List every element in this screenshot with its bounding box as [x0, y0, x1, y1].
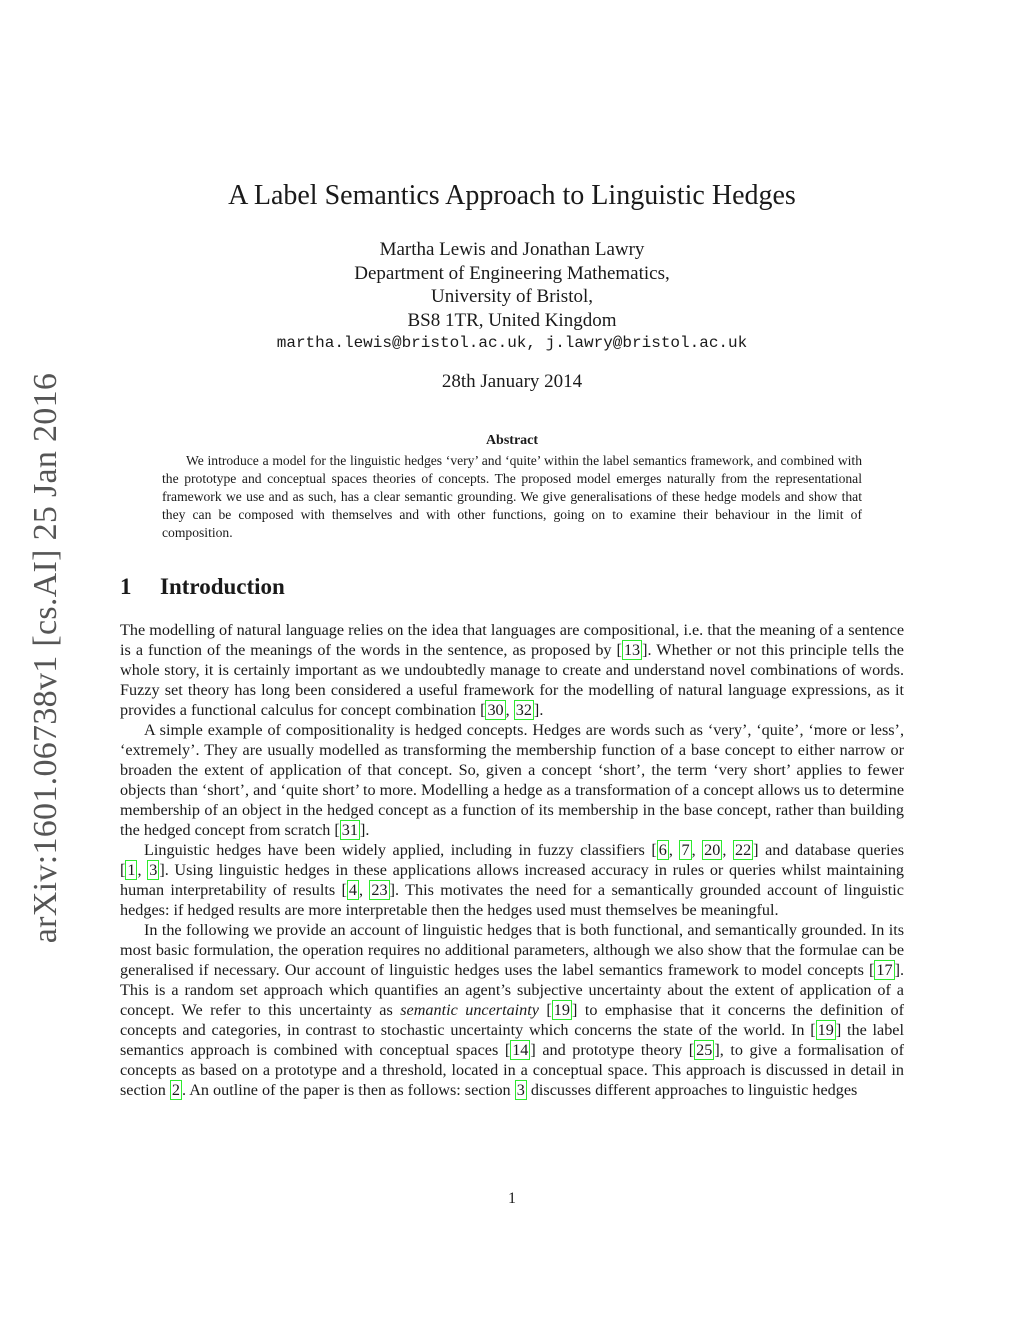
- section-ref-link[interactable]: 2: [171, 1081, 180, 1099]
- author-address: BS8 1TR, United Kingdom: [407, 309, 617, 331]
- emphasis-term: semantic uncertainty: [400, 1001, 539, 1019]
- text-run: In the following we provide an account of linguistic hedges that is both functional, and semantically grounded. In its most basic formulation, the operation requires no additional parameters, although we also show that the formulae can be generalised if necessary. Our account of linguistic hedges uses the label semantics framework to model concepts: [120, 921, 904, 979]
- citation-group: [ 30 , 32 ]: [480, 701, 540, 719]
- section-heading: [120, 574, 285, 600]
- citation-link[interactable]: 22: [734, 841, 752, 859]
- author-department: Department of Engineering Mathematics,: [354, 262, 670, 284]
- citation-group: [ 6 , 7 , 20 , 22 ]: [651, 841, 759, 859]
- citation-link[interactable]: 20: [704, 841, 721, 859]
- abstract-text: We introduce a model for the linguistic hedges ‘very’ and ‘quite’ within the label semantics framework, and combined with the prototype and conceptual spaces theories of concepts. The proposed model emerges naturally from the representational framework we use and as such, has a clear semantic grounding. We give generalisations of these hedge models and show that they can be composed with themselves and with other functions, going on to examine their behaviour in the limit of composition.: [162, 453, 862, 540]
- text-run: Linguistic hedges have been widely applied, including in fuzzy classifiers: [144, 841, 652, 859]
- paragraph: [120, 840, 904, 920]
- citation-link[interactable]: 23: [371, 881, 388, 899]
- citation-link[interactable]: 19: [553, 1001, 570, 1019]
- paper-title: A Label Semantics Approach to Linguistic Hedges: [228, 180, 796, 211]
- text-run: and database queries: [758, 841, 905, 859]
- citation-link[interactable]: 17: [876, 961, 893, 979]
- abstract: [162, 432, 862, 542]
- author-block: [0, 238, 1024, 356]
- text-run: . Whether or not this principle tells the whole story, it is certainly important as we undoubtedly manage to create and understand novel combinations of words. Fuzzy set theory has long been considered a useful framework for the modelling of natural language expressions, as it provides a functional calculus for concept combination: [120, 641, 904, 719]
- text-run: .: [539, 701, 544, 719]
- text-run: , to give a formalisation of concepts as based on a prototype and a threshold, located in a conceptual space. This approach is discussed in detail in section: [120, 1041, 904, 1099]
- text-run: A simple example of compositionality is hedged concepts. Hedges are words such as ‘very’, ‘quite’, ‘more or less’, ‘extremely’. They are usually modelled as transforming the membership function of a base concept to either narrow or broaden the extent of application of that concept. So, given a concept ‘short’, the term ‘very short’ applies to fewer objects than ‘short’, and ‘quite short’ to more. Modelling a hedge as a transformation of a concept allows us to determine membership of an object in the hedged concept as a function of its membership in the base concept, rather than building the hedged concept from scratch: [120, 721, 904, 839]
- arxiv-identifier-sidebar: [18, 370, 74, 945]
- paragraph: A simple example of compositionality is hedged concepts. Hedges are words such as ‘very’, ‘quite’, ‘more or less’, ‘extremely’. They are usually modelled as transforming the membership function of a base concept to either narrow or broaden the extent of application of that concept. So, given a concept ‘short’, the term ‘very short’ applies to fewer objects than ‘short’, and ‘quite short’ to more. Modelling a hedge as a transformation of a concept allows us to determine membership of an object in the hedged concept as a function of its membership in the base concept, rather than building the hedged concept from scratch [ 31 ].: [120, 721, 904, 839]
- text-run: to emphasise that it concerns the definition of concepts and categories, in contrast to stochastic uncertainty which concerns the state of the world. In: [120, 1001, 905, 1039]
- citation-link[interactable]: 6: [658, 841, 667, 859]
- citation-link[interactable]: 7: [681, 841, 690, 859]
- page-number: 1: [508, 1190, 516, 1207]
- citation-link[interactable]: 25: [696, 1041, 713, 1059]
- text-run: discusses different approaches to linguistic hedges: [526, 1081, 858, 1099]
- abstract-heading: Abstract: [485, 433, 539, 448]
- text-run: . This is a random set approach which quantifies an agent’s subjective uncertainty about the extent of application of a concept. We refer to this uncertainty as: [120, 961, 904, 1019]
- citation-link[interactable]: 30: [487, 701, 504, 719]
- text-run: and prototype theory: [535, 1041, 689, 1059]
- citation-link[interactable]: 1: [127, 861, 136, 879]
- citation-link[interactable]: 31: [341, 821, 358, 839]
- author-names: Martha Lewis and Jonathan Lawry: [379, 239, 645, 260]
- text-run: The modelling of natural language relies on the idea that languages are compositional, i.e. that the meaning of a sentence is a function of the meanings of the words in the sentence, as proposed by: [120, 621, 904, 659]
- section-ref-link[interactable]: 3: [516, 1081, 525, 1099]
- arxiv-id-text: arXiv:1601.06738v1 [cs.AI] 25 Jan 2016: [27, 372, 64, 943]
- paragraph: The modelling of natural language relies on the idea that languages are compositional, i.e. that the meaning of a sentence is a function of the meanings of the words in the sentence, as proposed by [ 13 ]. Whether or not this principle tells the whole story, it is certainly important as we undoubtedly manage to create and understand novel combinations of words. Fuzzy set theory has long been considered a useful framework for the modelling of natural language expressions, as it provides a functional calculus for concept combination [ 30 , 32 ].: [120, 621, 904, 719]
- body-text: [120, 620, 904, 1100]
- text-run: the label semantics approach is combined with conceptual spaces: [120, 1021, 904, 1059]
- text-run: . This motivates the need for a semantically grounded account of linguistic hedges: if hedged results are more interpretable then the hedges used must themselves be meaningful.: [120, 881, 904, 919]
- citation-link[interactable]: 13: [623, 641, 641, 659]
- citation-link[interactable]: 32: [515, 701, 532, 719]
- section-title: Introduction: [160, 574, 285, 599]
- citation-group: [ 4 , 23 ]: [341, 881, 395, 899]
- citation-link[interactable]: 14: [512, 1041, 529, 1059]
- text-run: . Using linguistic hedges in these applications allows increased accuracy in rules or queries whilst maintaining human interpretability of results: [120, 861, 905, 899]
- citation-link[interactable]: 3: [149, 861, 158, 879]
- text-run: .: [365, 821, 370, 839]
- paragraph: In the following we provide an account of linguistic hedges that is both functional, and semantically grounded. In its most basic formulation, the operation requires no additional parameters, although we also show that the formulae can be generalised if necessary. Our account of linguistic hedges uses the label semantics framework to model concepts [ 17 ]. This is a random set approach which quantifies an agent’s subjective uncertainty about the extent of application of a concept. We refer to this uncertainty as semantic uncertainty [ 19 ] to emphasise that it concerns the definition of concepts and categories, in contrast to stochastic uncertainty which concerns the state of the world. In [ 19 ] the label semantics approach is combined with conceptual spaces [ 14 ] and prototype theory [ 25 ], to give a formalisation of concepts as based on a prototype and a threshold, located in a conceptual space. This approach is discussed in detail in section 2 . An outline of the paper is then as follows: section 3 discusses different approaches to linguistic hedges: [120, 921, 905, 1099]
- author-emails[interactable]: martha.lewis@bristol.ac.uk, j.lawry@bristol.ac.uk: [276, 334, 748, 352]
- section-number: 1: [120, 574, 132, 599]
- citation-link[interactable]: 4: [348, 881, 357, 899]
- citation-link[interactable]: 19: [817, 1021, 834, 1039]
- citation-group: [ 1 , 3 ]: [120, 861, 165, 879]
- author-university: University of Bristol,: [430, 286, 594, 307]
- paper-date: 28th January 2014: [441, 371, 583, 392]
- text-run: [539, 1001, 546, 1019]
- text-run: . An outline of the paper is then as follows: section: [182, 1081, 515, 1099]
